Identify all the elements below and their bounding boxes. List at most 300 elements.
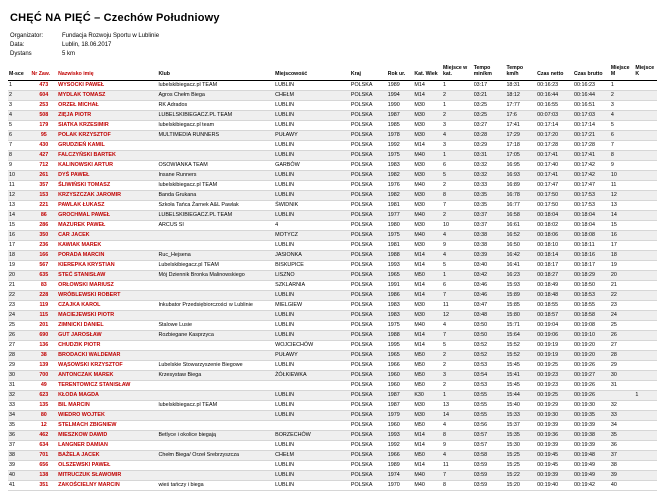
cell-tempo-min-km: 03:21 [473,91,488,98]
cell-tempo-min-km: 03:33 [473,181,488,188]
cell-miejsce-k [634,240,657,250]
cell-rok: 1981 [387,241,400,248]
cell-rok: 1989 [387,461,400,468]
cell-miejsce-k [634,200,657,210]
cell-nr-zaw: 350 [39,231,49,238]
cell-name: ZIĘJA PIOTR [58,111,92,118]
cell-czas-brutto: 00:19:39 [573,441,595,448]
cell-kat-wiek: M30 [414,191,425,198]
cell-miejsce-m: 40 [610,481,617,488]
cell-kat-wiek: M50 [414,361,425,368]
cell-tempo-min-km: 03:47 [473,301,488,308]
cell-msce: 27 [9,341,15,348]
cell-tempo-min-km: 03:40 [473,261,488,268]
cell-kraj: POLSKA [350,231,373,238]
cell-msce: 16 [9,231,15,238]
cell-nr-zaw: 153 [39,191,49,198]
cell-kat-wiek: M30 [414,101,425,108]
cell-miejsce-m: 2 [610,91,614,98]
cell-name: ORZEŁ MICHAŁ [58,101,99,108]
cell-nr-zaw: 623 [39,391,49,398]
cell-miejsce-w-kat: 3 [442,371,446,378]
cell-kraj: POLSKA [350,311,373,318]
cell-tempo-km-h: 15:20 [506,481,520,488]
cell-city: LUBLIN [275,111,295,118]
cell-msce: 35 [9,421,15,428]
cell-tempo-km-h: 15:64 [506,331,520,338]
table-header-row [8,65,657,80]
meta-row-organizer [10,32,657,41]
cell-czas-brutto: 00:17:42 [573,171,595,178]
cell-city: LUBLIN [275,101,295,108]
cell-city [274,420,350,430]
cell-club: Stalowe Lusie [158,321,193,328]
cell-kraj: POLSKA [350,381,373,388]
table-row [8,380,657,390]
cell-czas-netto: 00:18:57 [537,311,559,318]
cell-msce: 31 [9,381,15,388]
cell-tempo-min-km: 03:32 [473,161,488,168]
cell-city: SZKLARNIA [275,281,306,288]
cell-czas-brutto: 00:16:44 [573,91,595,98]
cell-miejsce-k: 1 [635,391,639,398]
cell-club: wieś tańczy i biega [158,481,204,488]
cell-name: MIESZKOW DAWID [58,431,108,438]
cell-tempo-km-h: 15:71 [506,321,520,328]
cell-tempo-min-km: 03:35 [473,201,488,208]
cell-msce: 32 [9,391,15,398]
cell-tempo-min-km: 03:31 [473,151,488,158]
cell-tempo-min-km: 03:35 [473,191,488,198]
col-city: Miejscowość [274,65,350,80]
cell-miejsce-k [634,270,657,280]
cell-czas-netto: 00:19:45 [537,451,559,458]
cell-miejsce-k [634,140,657,150]
cell-msce: 10 [9,171,15,178]
cell-czas-brutto: 00:19:26 [573,361,595,368]
cell-czas-netto: 00:18:14 [537,251,559,258]
cell-name: ANTONCZAK MAREK [58,371,114,378]
cell-name: CAR JACEK [58,231,90,238]
cell-club: lubelskibiegacz.pl TEAM [158,181,218,188]
meta-label-date: Data: [10,42,25,48]
cell-miejsce-m [610,390,635,400]
cell-miejsce-m: 13 [610,201,617,208]
cell-tempo-km-h: 15:89 [506,291,520,298]
cell-club [157,280,274,290]
cell-nr-zaw: 712 [39,161,49,168]
cell-kraj: POLSKA [350,341,373,348]
cell-club [157,460,274,470]
cell-name: WRÓBLEWSKI ROBERT [58,291,121,298]
cell-club: Mój Dziennik Bronka Malinowskiego [158,271,245,278]
cell-czas-netto: 00:16:23 [537,81,559,88]
cell-kraj: POLSKA [350,241,373,248]
cell-kat-wiek: M30 [414,201,425,208]
cell-miejsce-m: 31 [610,381,617,388]
cell-czas-brutto: 00:18:17 [573,261,595,268]
cell-rok: 1979 [387,411,400,418]
cell-msce: 7 [9,141,12,148]
cell-rok: 1994 [387,91,400,98]
cell-miejsce-k [634,380,657,390]
cell-tempo-min-km: 03:25 [473,101,488,108]
cell-czas-brutto: 00:18:16 [573,251,595,258]
cell-miejsce-w-kat: 2 [442,381,446,388]
cell-miejsce-w-kat: 5 [442,171,446,178]
cell-kraj: POLSKA [350,471,373,478]
table-row [8,480,657,490]
cell-miejsce-m: 27 [610,341,617,348]
cell-name: KALINOWSKI ARTUR [58,161,114,168]
cell-czas-brutto: 00:18:11 [573,241,595,248]
cell-club: Krzesystaw Biega [158,371,202,378]
cell-czas-netto: 00:19:29 [537,401,559,408]
cell-city: LISZNO [275,271,295,278]
cell-rok: 1975 [387,231,400,238]
cell-miejsce-w-kat: 6 [442,281,446,288]
cell-nr-zaw: 567 [39,261,49,268]
cell-rok: 1992 [387,141,400,148]
cell-czas-brutto: 00:19:38 [573,431,595,438]
cell-msce: 41 [9,481,15,488]
cell-kat-wiek: M50 [414,381,425,388]
cell-miejsce-k [634,420,657,430]
cell-msce: 29 [9,361,15,368]
cell-city: LUBLIN [275,441,295,448]
cell-club [157,350,274,360]
cell-miejsce-w-kat: 7 [442,291,446,298]
cell-club: Betlyce i okolice biegają [158,431,216,438]
cell-tempo-km-h: 17:29 [506,131,520,138]
cell-kat-wiek: M30 [414,401,425,408]
cell-czas-netto: 00:18:49 [537,281,559,288]
cell-city: WOJCIECHÓW [275,341,314,348]
cell-czas-netto: 00:18:06 [537,231,559,238]
cell-club: Lubelskibiegacz.pl TEAM [158,261,219,268]
cell-club [157,380,274,390]
cell-miejsce-m: 37 [610,451,617,458]
cell-czas-netto: 00:19:36 [537,431,559,438]
cell-miejsce-m: 9 [610,161,614,168]
cell-club [157,240,274,250]
cell-tempo-min-km: 03:46 [473,281,488,288]
cell-msce: 23 [9,301,15,308]
cell-czas-netto: 00:17:50 [537,201,559,208]
cell-tempo-min-km: 03:59 [473,461,488,468]
cell-tempo-km-h: 16:77 [506,201,520,208]
cell-msce: 13 [9,201,15,208]
cell-city: MOTYCZ [275,231,298,238]
event-meta [10,32,657,59]
cell-czas-brutto: 00:17:53 [573,191,595,198]
cell-tempo-min-km: 03:32 [473,171,488,178]
cell-rok: 1993 [387,431,400,438]
cell-msce: 19 [9,261,15,268]
cell-kraj: POLSKA [350,451,373,458]
cell-czas-netto: 00:19:25 [537,361,559,368]
cell-tempo-km-h: 15:45 [506,381,520,388]
cell-name: OLSZEWSKI PAWEŁ [58,461,111,468]
cell-kraj: POLSKA [350,461,373,468]
cell-club: Rozbiegane Kasprzyca [158,331,214,338]
cell-kat-wiek: M40 [414,151,425,158]
cell-name: MYDLAK TOMASZ [58,91,106,98]
cell-czas-brutto: 00:19:20 [573,351,595,358]
cell-miejsce-w-kat: 5 [442,261,446,268]
cell-nr-zaw: 83 [40,281,47,288]
cell-rok: 1983 [387,161,400,168]
cell-msce: 34 [9,411,15,418]
cell-nr-zaw: 80 [40,411,47,418]
cell-czas-netto: 00:19:04 [537,321,559,328]
cell-tempo-km-h: 16:61 [506,221,520,228]
cell-miejsce-m: 5 [610,121,614,128]
cell-tempo-km-h: 15:85 [506,301,520,308]
cell-czas-netto: 00:19:39 [537,471,559,478]
cell-czas-netto: 00:18:48 [537,291,559,298]
cell-city: MIELGIEW [275,301,303,308]
cell-czas-netto: 00:17:47 [537,181,559,188]
cell-kat-wiek: M30 [414,221,425,228]
cell-nr-zaw: 473 [39,81,49,88]
cell-club: ARCUS SI [158,221,184,228]
cell-tempo-km-h: 15:40 [506,401,520,408]
cell-nr-zaw: 236 [39,241,49,248]
col-nr-zaw: Nr Zaw. [31,65,58,80]
cell-kraj: POLSKA [350,101,373,108]
cell-name: STEĆ STANISŁAW [58,271,106,278]
table-row [8,450,657,460]
cell-kraj: POLSKA [350,171,373,178]
cell-kat-wiek: M14 [414,461,425,468]
table-row [8,170,657,180]
cell-miejsce-k [634,310,657,320]
cell-tempo-min-km: 03:52 [473,341,488,348]
meta-label-distance: Dystans [10,51,32,57]
cell-czas-brutto: 00:17:14 [573,121,595,128]
cell-club: lubelskibiegacz.pl team [158,121,215,128]
cell-czas-brutto: 00:19:30 [573,401,595,408]
cell-czas-netto: 00:19:23 [537,381,559,388]
cell-rok: 1983 [387,311,400,318]
cell-tempo-min-km: 03:27 [473,121,488,128]
cell-nr-zaw: 95 [40,131,47,138]
cell-city: 4 [275,221,279,228]
cell-miejsce-m: 10 [610,171,617,178]
cell-city: PUŁAWY [275,131,298,138]
cell-city: LUBLIN [275,121,295,128]
cell-club [157,150,274,160]
col-kat-wiek: Kat. Wiek [413,65,442,80]
cell-kat-wiek: M14 [414,431,425,438]
cell-city: LUBLIN [275,471,295,478]
cell-tempo-min-km: 03:39 [473,251,488,258]
cell-tempo-km-h: 17:77 [506,101,520,108]
cell-kraj: POLSKA [350,481,373,488]
cell-nr-zaw: 228 [39,291,49,298]
cell-rok: 1965 [387,351,400,358]
table-row [8,310,657,320]
cell-nr-zaw: 166 [39,251,49,258]
cell-nr-zaw: 701 [39,451,49,458]
cell-tempo-min-km: 03:59 [473,481,488,488]
cell-czas-netto: 00:17:14 [537,121,559,128]
col-czas-brutto: Czas brutto [573,65,610,80]
cell-czas-brutto: 00:16:51 [573,101,595,108]
cell-club [157,410,274,420]
cell-club: LUBELSKIBIEGACZ.PL TEAM [158,111,233,118]
cell-kraj: POLSKA [350,411,373,418]
cell-czas-netto: 00:18:04 [537,211,559,218]
cell-kraj: POLSKA [350,431,373,438]
cell-miejsce-w-kat: 4 [442,231,446,238]
cell-miejsce-k [634,160,657,170]
meta-row-date [10,41,657,50]
cell-club [157,420,274,430]
cell-tempo-km-h: 16:42 [506,251,520,258]
cell-kat-wiek: M14 [414,291,425,298]
meta-label-organizer: Organizator: [10,33,44,39]
cell-club: MULTIMEDIA RUNNERS [158,131,220,138]
cell-city: PUŁAWY [275,351,298,358]
cell-club [157,290,274,300]
cell-rok: 1960 [387,381,400,388]
cell-kat-wiek: M40 [414,481,425,488]
meta-value-date: Lublin, 18.06.2017 [62,42,112,48]
cell-czas-brutto: 00:17:53 [573,201,595,208]
cell-miejsce-w-kat: 10 [442,221,449,228]
cell-name: LANGNER DAMIAN [58,441,108,448]
cell-rok: 1982 [387,171,400,178]
cell-kraj: POLSKA [350,131,373,138]
cell-miejsce-k [634,290,657,300]
cell-tempo-min-km: 03:52 [473,351,488,358]
cell-kraj: POLSKA [350,151,373,158]
cell-rok: 1966 [387,451,400,458]
cell-nr-zaw: 38 [40,351,47,358]
cell-tempo-min-km: 03:58 [473,451,488,458]
cell-club [157,230,274,240]
cell-kraj: POLSKA [350,81,373,88]
cell-tempo-min-km: 03:25 [473,111,488,118]
cell-kraj: POLSKA [350,401,373,408]
cell-kat-wiek: M40 [414,231,425,238]
cell-kraj: POLSKA [350,111,373,118]
cell-msce: 17 [9,241,15,248]
col-club: Klub [157,65,274,80]
cell-czas-brutto: 00:18:29 [573,271,595,278]
cell-kat-wiek: M30 [414,111,425,118]
table-row [8,460,657,470]
cell-rok: 1983 [387,301,400,308]
cell-tempo-km-h: 17:41 [506,121,520,128]
cell-miejsce-w-kat: 1 [442,391,446,398]
cell-name: POLAK KRZYSZTOF [58,131,111,138]
cell-city: LUBLIN [275,411,295,418]
cell-nr-zaw: 179 [39,121,49,128]
cell-club [157,340,274,350]
cell-club: Insane Runners [158,171,197,178]
cell-czas-netto: 00:17:28 [537,141,559,148]
cell-miejsce-k [634,210,657,220]
cell-czas-netto: 00:17:20 [537,131,559,138]
table-row [8,100,657,110]
cell-miejsce-k [634,100,657,110]
cell-czas-netto: 00:19:06 [537,331,559,338]
cell-miejsce-w-kat: 14 [442,411,449,418]
cell-msce: 4 [9,111,12,118]
cell-club: Ruc_Hejsena [158,251,191,258]
cell-msce: 30 [9,371,15,378]
cell-rok: 1987 [387,401,400,408]
cell-czas-brutto: 00:19:39 [573,421,595,428]
cell-msce: 11 [9,181,15,188]
cell-czas-brutto: 00:19:49 [573,471,595,478]
table-row [8,340,657,350]
cell-nr-zaw: 139 [39,361,49,368]
cell-city: LUBLIN [275,391,295,398]
cell-miejsce-w-kat: 2 [442,211,446,218]
cell-miejsce-k [634,430,657,440]
cell-miejsce-m: 29 [610,361,617,368]
cell-rok: 1960 [387,371,400,378]
cell-miejsce-m: 34 [610,421,617,428]
cell-miejsce-m: 32 [610,401,617,408]
cell-miejsce-w-kat: 2 [442,111,446,118]
cell-miejsce-w-kat: 2 [442,361,446,368]
cell-nr-zaw: 253 [39,101,49,108]
cell-czas-brutto: 00:18:04 [573,221,595,228]
cell-miejsce-m: 26 [610,331,617,338]
cell-kraj: POLSKA [350,271,373,278]
cell-miejsce-w-kat: 9 [442,241,446,248]
cell-kraj: POLSKA [350,331,373,338]
cell-kat-wiek: M40 [414,471,425,478]
cell-msce: 22 [9,291,15,298]
cell-miejsce-m: 35 [610,431,617,438]
cell-miejsce-w-kat: 7 [442,471,446,478]
cell-kat-wiek: M30 [414,161,425,168]
cell-miejsce-k [634,460,657,470]
cell-kat-wiek: M30 [414,131,425,138]
cell-czas-brutto: 00:19:20 [573,341,595,348]
cell-miejsce-w-kat: 2 [442,351,446,358]
cell-club: lubelskibiegacz.pl TEAM [158,81,218,88]
cell-czas-netto: 00:17:50 [537,191,559,198]
cell-tempo-min-km: 03:56 [473,421,488,428]
cell-kraj: POLSKA [350,141,373,148]
cell-miejsce-m: 6 [610,131,614,138]
cell-miejsce-k [634,110,657,120]
table-row [8,210,657,220]
cell-miejsce-k [634,130,657,140]
cell-miejsce-w-kat: 3 [442,141,446,148]
cell-miejsce-w-kat: 4 [442,451,446,458]
cell-miejsce-m: 20 [610,271,617,278]
cell-tempo-km-h: 17:18 [506,141,520,148]
table-row [8,300,657,310]
cell-czas-netto: 00:17:40 [537,161,559,168]
cell-kraj: POLSKA [350,321,373,328]
cell-miejsce-k [634,260,657,270]
cell-name: KAWIAK MAREK [58,241,102,248]
cell-miejsce-m: 3 [610,101,614,108]
cell-city: CHEŁM [275,91,294,98]
cell-club: Agros Chełm Biega [158,91,205,98]
cell-nr-zaw: 221 [39,201,49,208]
table-row [8,90,657,100]
